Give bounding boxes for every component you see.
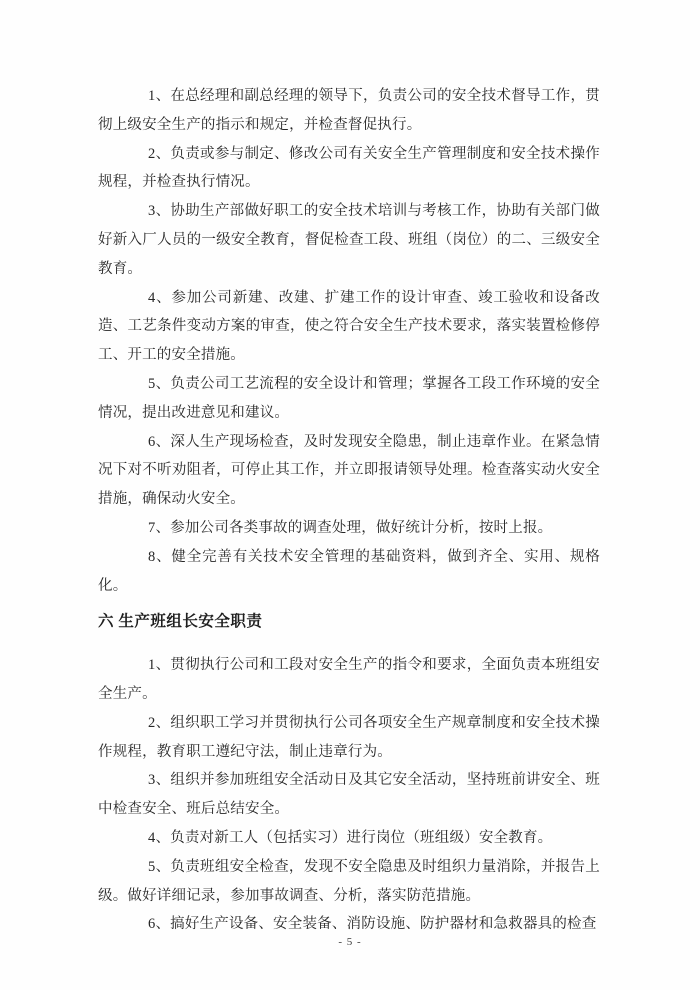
paragraph-sec5-item-1: 1、在总经理和副总经理的领导下，负责公司的安全技术督导工作，贯彻上级安全生产的指示和规定，并检查督促执行。	[98, 88, 600, 133]
paragraph-sec6-item-6: 6、搞好生产设备、安全装备、消防设施、防护器材和急救器具的检查	[148, 916, 597, 933]
document-body	[98, 82, 600, 939]
section-six-heading: 六 生产班组长安全职责	[98, 613, 263, 631]
paragraph-sec5-item-4: 4、参加公司新建、改建、扩建工作的设计审查、竣工验收和设备改造、工艺条件变动方案的审查，使之符合安全生产技术要求，落实装置检修停工、开工的安全措施。	[98, 289, 600, 364]
paragraph-sec6-item-5: 5、负责班组安全检查，发现不安全隐患及时组织力量消除，并报告上级。做好详细记录，参加事故调查、分析，落实防范措施。	[98, 858, 600, 904]
paragraph-sec5-item-2: 2、负责或参与制定、修改公司有关安全生产管理制度和安全技术操作规程，并检查执行情况。	[98, 145, 600, 191]
paragraph-sec5-item-3: 3、协助生产部做好职工的安全技术培训与考核工作，协助有关部门做好新入厂人员的一级安全教育，督促检查工段、班组（岗位）的二、三级安全教育。	[98, 203, 600, 277]
paragraph-sec6-item-4: 4、负责对新工人（包括实习）进行岗位（班组级）安全教育。	[148, 829, 553, 846]
page-number: - 5 -	[338, 936, 362, 948]
paragraph-sec6-item-1: 1、贯彻执行公司和工段对安全生产的指令和要求，全面负责本班组安全生产。	[98, 657, 600, 702]
paragraph-sec6-item-3: 3、组织并参加班组安全活动日及其它安全活动，坚持班前讲安全、班中检查安全、班后总结安全。	[98, 772, 600, 818]
paragraph-sec5-item-8: 8、健全完善有关技术安全管理的基础资料，做到齐全、实用、规格化。	[98, 548, 600, 594]
paragraph-sec5-item-7: 7、参加公司各类事故的调查处理，做好统计分析，按时上报。	[148, 519, 553, 536]
paragraph-sec6-item-2: 2、组织职工学习并贯彻执行公司各项安全生产规章制度和安全技术操作规程，教育职工遵纪守法，制止违章行为。	[98, 714, 600, 760]
paragraph-sec5-item-6: 6、深人生产现场检查，及时发现安全隐患，制止违章作业。在紧急情况下对不听劝阻者，可停止其工作，并立即报请领导处理。检查落实动火安全措施，确保动火安全。	[98, 433, 600, 508]
paragraph-sec5-item-5: 5、负责公司工艺流程的安全设计和管理；掌握各工段工作环境的安全情况，提出改进意见和建议。	[98, 375, 600, 421]
